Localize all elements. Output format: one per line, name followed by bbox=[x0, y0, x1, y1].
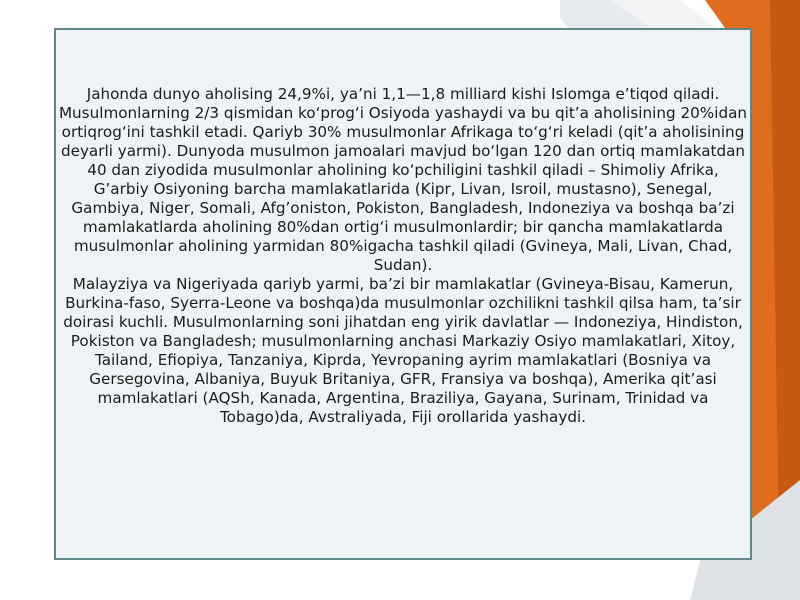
body-text bbox=[58, 85, 748, 427]
paragraph-2: Malayziya va Nigeriyada qariyb yarmi, ba’zi bir mamlakatlar (Gvineya-Bisau, Kamerun, Burkina-faso, Syerra-Leone va boshqa)da musulmonlar ozchilikni tashkil qilsa ham, ta’sir doirasi kuchli. Musulmonlarning soni jihatdan eng yirik davlatlar — Indoneziya, Hindiston, Pokiston va Bangladesh; musulmonlarning anchasi Markaziy Osiyo mamlakatlari, Xitoy, Tailand, Efiopiya, Tanzaniya, Kiprda, Yevropaning ayrim mamlakatlari (Bosniya va Gersegovina, Albaniya, Buyuk Britaniya, GFR, Fransiya va boshqa), Amerika qit’asi mamlakatlari (AQSh, Kanada, Argentina, Braziliya, Gayana, Surinam, Trinidad va Tobago)da, Avstraliyada, Fiji orollarida yashaydi. bbox=[63, 275, 743, 426]
paragraph-1: Jahonda dunyo aholising 24,9%i, ya’ni 1,1—1,8 milliard kishi Islomga e’tiqod qiladi. Musulmonlarning 2/3 qismidan ko‘prog‘i Osiyoda yashaydi va bu qit’a aholisining 20%idan ortiqrog‘ini tashkil etadi. Qariyb 30% musulmonlar Afrikaga to‘g‘ri keladi (qit’a aholisining deyarli yarmi). Dunyoda musulmon jamoalari mavjud bo‘lgan 120 dan ortiq mamlakatdan 40 dan ziyodida musulmonlar aholining ko‘pchiligini tashkil qiladi – Shimoliy Afrika, G’arbiy Osiyoning barcha mamlakatlarida (Kipr, Livan, Isroil, mustasno), Senegal, Gambiya, Niger, Somali, Afg’oniston, Pokiston, Bangladesh, Indoneziya va boshqa ba’zi mamlakatlarda aholining 80%dan ortig‘i musulmonlardir; bir qancha mamlakatlarda musulmonlar aholining yarmidan 80%igacha tashkil qiladi (Gvineya, Mali, Livan, Chad, Sudan). bbox=[58, 85, 748, 274]
text-panel bbox=[54, 28, 752, 560]
